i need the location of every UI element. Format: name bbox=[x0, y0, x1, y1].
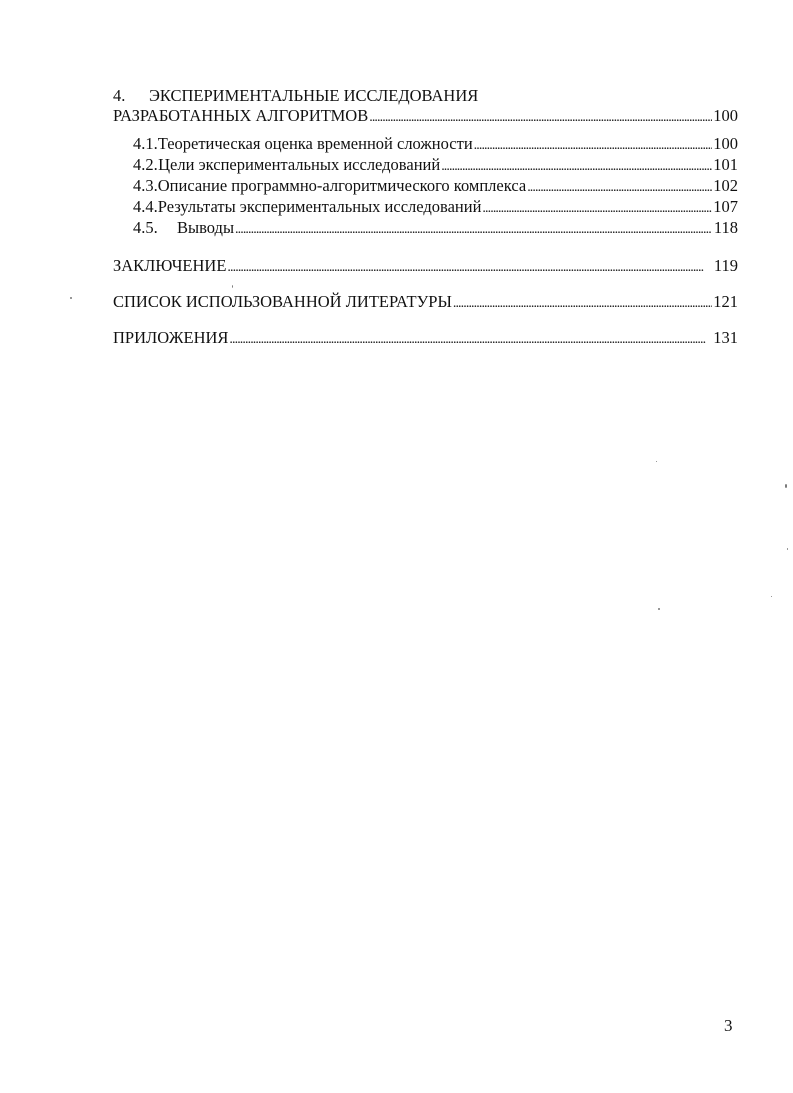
toc-section-number: 4.3. bbox=[133, 176, 158, 195]
toc-section-title: Результаты экспериментальных исследований bbox=[157, 197, 482, 216]
toc-chapter-title-line1: ЭКСПЕРИМЕНТАЛЬНЫЕ ИССЛЕДОВАНИЯ bbox=[149, 86, 479, 105]
toc-entry-chapter4[interactable] bbox=[113, 106, 738, 126]
toc-page-number: 131 bbox=[713, 328, 738, 347]
toc-section-title: Выводы bbox=[177, 218, 235, 237]
dot-leader bbox=[441, 157, 712, 177]
toc-entry-title: СПИСОК ИСПОЛЬЗОВАННОЙ ЛИТЕРАТУРЫ bbox=[113, 292, 452, 311]
dot-leader bbox=[229, 330, 712, 350]
toc-entry-section[interactable] bbox=[133, 176, 738, 196]
dot-leader bbox=[235, 220, 713, 240]
toc-section-number: 4.4. bbox=[133, 197, 158, 216]
toc-section-number: 4.1. bbox=[133, 134, 158, 153]
toc-entry-title: ЗАКЛЮЧЕНИЕ bbox=[113, 256, 227, 275]
toc-entry-conclusion[interactable] bbox=[113, 256, 738, 276]
toc-section-number: 4.2. bbox=[133, 155, 158, 174]
toc-entry-appendices[interactable] bbox=[113, 328, 738, 348]
dot-leader bbox=[369, 108, 712, 128]
toc-page-number: 119 bbox=[713, 256, 738, 275]
page-number: 3 bbox=[724, 1016, 733, 1035]
toc-page-number: 107 bbox=[713, 197, 738, 216]
toc-entry-section[interactable] bbox=[133, 197, 738, 217]
toc-chapter4-heading bbox=[113, 86, 738, 106]
toc-section-number: 4.5. bbox=[133, 218, 158, 237]
dot-leader bbox=[227, 258, 712, 278]
dot-leader bbox=[527, 178, 712, 198]
toc-chapter-number: 4. bbox=[113, 86, 126, 105]
toc-section-title: Цели экспериментальных исследований bbox=[158, 155, 441, 174]
toc-page-number: 121 bbox=[713, 292, 738, 311]
toc-entry-title: ПРИЛОЖЕНИЯ bbox=[113, 328, 229, 347]
scan-speck bbox=[658, 608, 660, 610]
scan-speck bbox=[656, 461, 657, 462]
toc-chapter-title-line2: РАЗРАБОТАННЫХ АЛГОРИТМОВ bbox=[113, 106, 369, 125]
toc-section-title: Теоретическая оценка временной сложности bbox=[157, 134, 473, 153]
dot-leader bbox=[482, 199, 712, 219]
toc-entry-section[interactable] bbox=[133, 155, 738, 175]
dot-leader bbox=[474, 136, 713, 156]
scan-speck bbox=[787, 548, 788, 550]
scan-speck bbox=[771, 596, 772, 597]
toc-page-number: 100 bbox=[713, 134, 738, 153]
toc-page-number: 118 bbox=[713, 218, 738, 237]
toc-page-number: 101 bbox=[713, 155, 738, 174]
toc-entry-section[interactable] bbox=[133, 134, 738, 154]
toc-section-title: Описание программно-алгоритмического комплекса bbox=[157, 176, 527, 195]
toc-entry-references[interactable] bbox=[113, 292, 738, 312]
scan-speck bbox=[785, 484, 787, 488]
toc-page-number: 100 bbox=[713, 106, 738, 125]
dot-leader bbox=[453, 294, 712, 314]
scan-speck bbox=[70, 297, 72, 299]
toc-entry-section[interactable] bbox=[133, 218, 738, 238]
scan-speck bbox=[232, 285, 233, 288]
toc-page-number: 102 bbox=[713, 176, 738, 195]
